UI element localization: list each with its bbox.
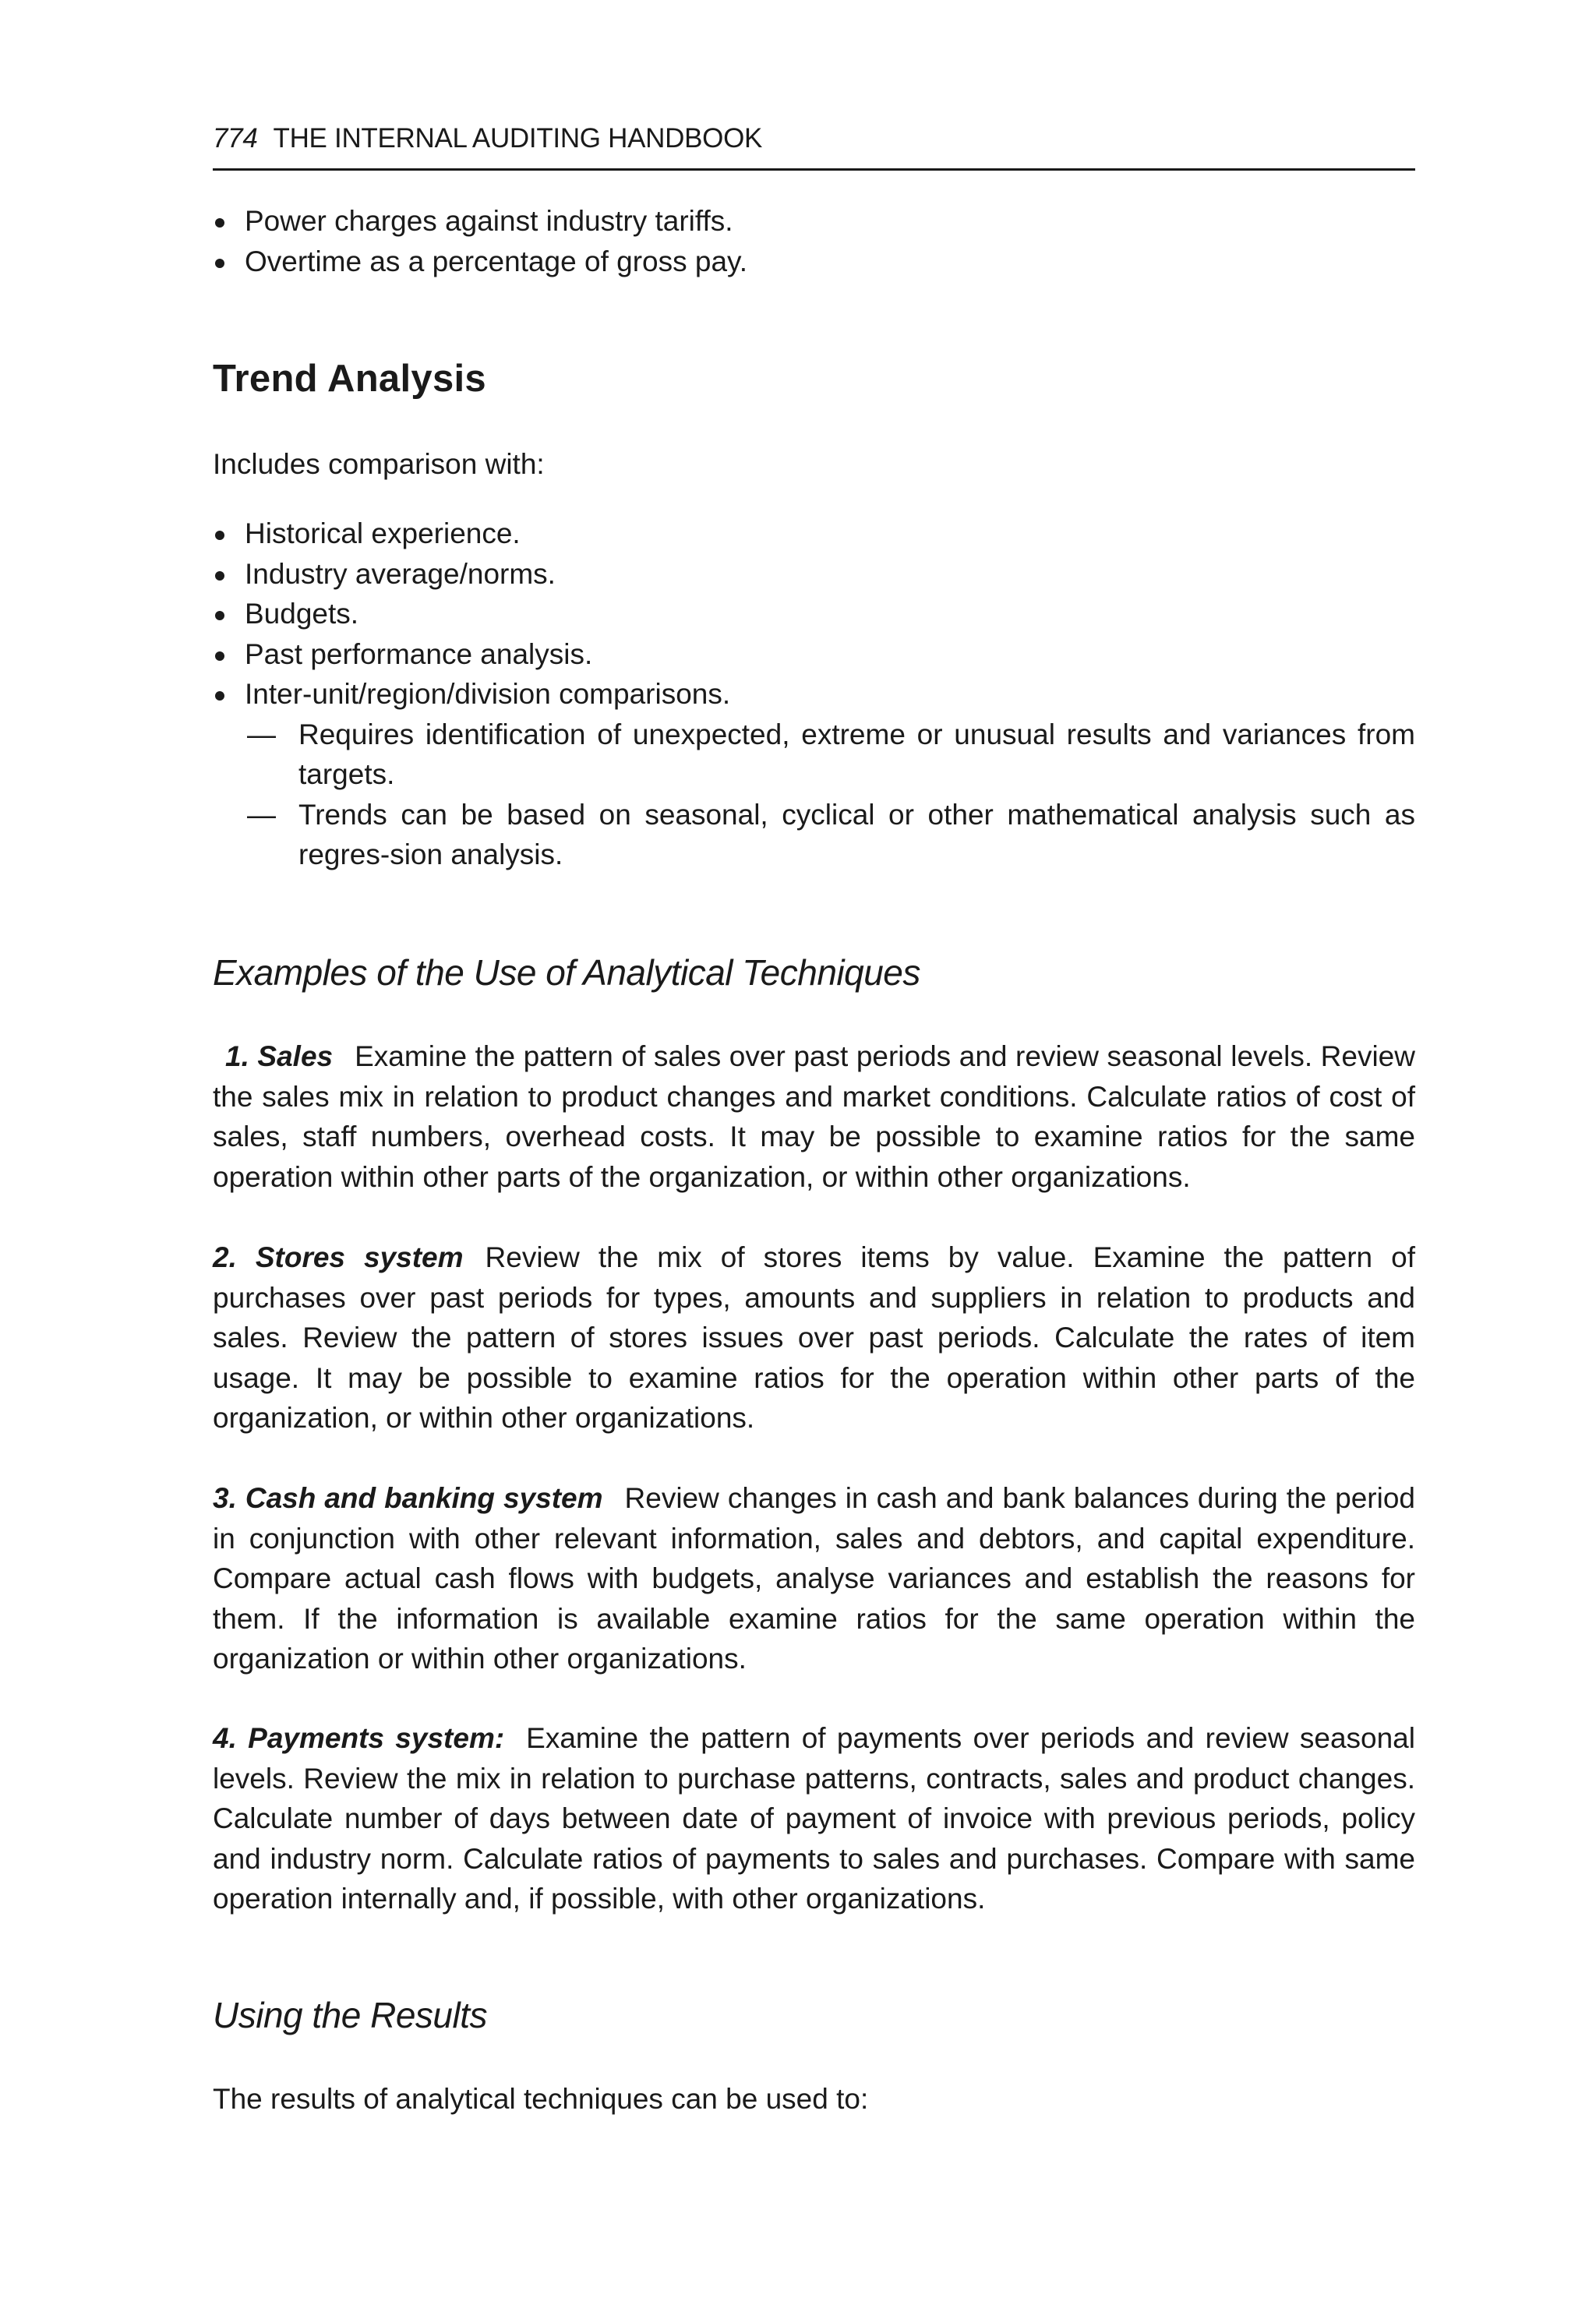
example-paragraph-stores: 2. Stores system Review the mix of stores items by value. Examine the pattern of purchases over past periods for types, amounts and suppliers in relation to products and sales. Review the pattern of stores issues over past periods. Calculate the rates of item usage. It may be possible to examine ratios for the operation within other parts of the organization, or within other organizations.	[213, 1241, 1415, 1434]
examples-heading-wrap	[213, 949, 1415, 996]
bullet-item: Inter-unit/region/division comparisons.	[213, 674, 1415, 715]
bullet-icon	[215, 691, 224, 701]
example-lead: 3. Cash and banking system	[213, 1482, 603, 1514]
dash-item: — Trends can be based on seasonal, cyclical or other mathematical analysis such as regres-sion analysis.	[213, 795, 1415, 875]
bullet-icon	[215, 611, 224, 620]
bullet-icon	[215, 571, 224, 581]
bullet-icon	[215, 531, 224, 540]
bullet-item: Power charges against industry tariffs.	[213, 201, 1415, 242]
trend-bullet-list	[213, 514, 1415, 875]
dash-icon: —	[247, 718, 276, 750]
running-title: THE INTERNAL AUDITING HANDBOOK	[273, 123, 763, 154]
running-header	[213, 117, 1415, 171]
bullet-item: Budgets.	[213, 594, 1415, 634]
trend-analysis-heading-wrap	[213, 355, 1415, 402]
top-bullet-list	[213, 201, 1415, 281]
results-heading: Using the Results	[213, 1995, 487, 2035]
results-heading-wrap	[213, 1992, 1415, 2038]
trend-analysis-heading: Trend Analysis	[213, 358, 486, 400]
bullet-item: Past performance analysis.	[213, 634, 1415, 675]
trend-intro: Includes comparison with:	[213, 448, 545, 480]
example-lead: 1. Sales	[225, 1040, 334, 1072]
bullet-icon	[215, 259, 224, 268]
page-number: 774	[213, 123, 258, 154]
bullet-item: Historical experience.	[213, 514, 1415, 554]
example-paragraph-payments: 4. Payments system: Examine the pattern of payments over periods and review seasonal levels. Review the mix in relation to purchase patterns, contracts, sales and product changes. Calculate number of days between date of payment of invoice with previous periods, policy and industry norm. Calculate ratios of payments to sales and purchases. Compare with same operation internally and, if possible, with other organizations.	[213, 1722, 1415, 1915]
results-intro: The results of analytical techniques can be used to:	[213, 2083, 869, 2115]
bullet-icon	[215, 218, 224, 228]
bullet-icon	[215, 651, 224, 661]
bullet-item: Overtime as a percentage of gross pay.	[213, 242, 1415, 282]
example-lead: 4. Payments system:	[213, 1722, 505, 1754]
bullet-item: Industry average/norms.	[213, 554, 1415, 595]
examples-heading: Examples of the Use of Analytical Techniques	[213, 952, 920, 993]
dash-item: — Requires identification of unexpected, extreme or unusual results and variances from targets.	[213, 715, 1415, 795]
example-paragraph-sales: 1. Sales Examine the pattern of sales over past periods and review seasonal levels. Review the sales mix in relation to product changes and market conditions. Calculate ratios of cost of sales, staff numbers, overhead costs. It may be possible to examine ratios for the same operation within other parts of the organization, or within other organizations.	[213, 1040, 1415, 1193]
dash-icon: —	[247, 798, 276, 831]
example-paragraph-cash: 3. Cash and banking system Review changes in cash and bank balances during the period in conjunction with other relevant information, sales and debtors, and capital expenditure. Compare actual cash flows with budgets, analyse variances and establish the reasons for them. If the information is available examine ratios for the same operation within the organization or within other organizations.	[213, 1482, 1415, 1675]
example-lead: 2. Stores system	[213, 1241, 464, 1273]
